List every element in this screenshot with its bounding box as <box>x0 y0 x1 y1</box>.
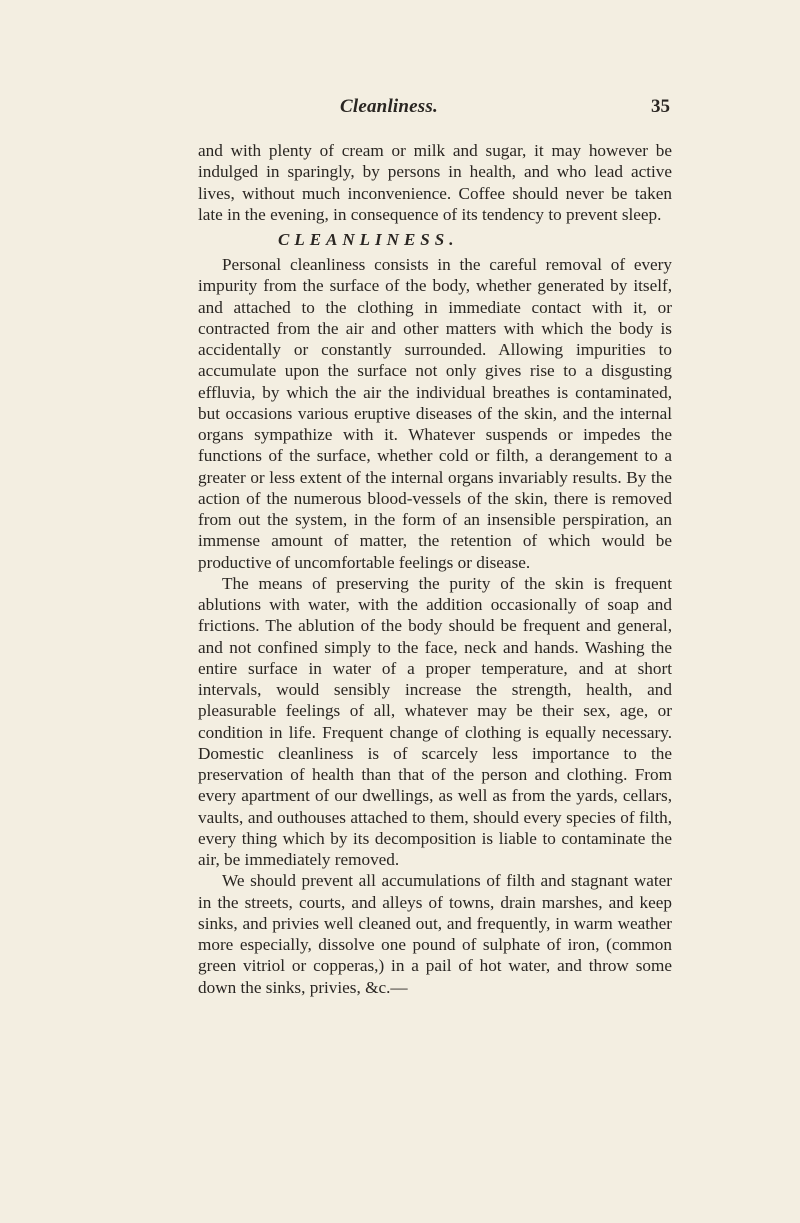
paragraph: Personal cleanliness consists in the careful removal of every impurity from the surface of the body, whether generated by itself, and attached to the clothing in immediate contact with it, or contracted from the air and other matters with which the body is accidentally or constantly surrounded. Allowing impurities to accumulate upon the surface not only gives rise to a disgusting effluvia, by which the air the individual breathes is contaminated, but occasions various eruptive diseases of the skin, and the internal organs sympathize with it. Whatever suspends or impedes the functions of the surface, whether cold or filth, a derangement to a greater or less extent of the internal organs invariably results. By the action of the numerous blood-vessels of the skin, there is removed from out the system, in the form of an insensible perspiration, an immense amount of matter, the retention of which would be productive of uncomfortable feelings or disease. <box>198 255 672 572</box>
running-head <box>200 96 670 122</box>
paragraph: The means of preserving the purity of the skin is frequent ablutions with water, with the addition occasionally of soap and frictions. The ablution of the body should be frequent and general, and not confined simply to the face, neck and hands. Washing the entire surface in water of a proper temperature, and at short intervals, would sensibly increase the strength, health, and pleasurable feelings of all, whatever may be their sex, age, or condition in life. Frequent change of clothing is equally necessary. Domestic cleanliness is of scarcely less importance to the preservation of health than that of the person and clothing. From every apartment of our dwellings, as well as from the yards, cellars, vaults, and outhouses attached to them, should every species of filth, every thing which by its decomposition is liable to contaminate the air, be immediately removed. <box>198 573 672 869</box>
running-head-title: Cleanliness. <box>340 96 438 117</box>
section-heading: CLEANLINESS. <box>278 230 459 249</box>
page-number: 35 <box>651 96 670 117</box>
paragraph: We should prevent all accumulations of filth and stagnant water in the streets, courts, and alleys of towns, drain marshes, and keep sinks, and privies well cleaned out, and frequently, in warm weather more especially, dissolve one pound of sulphate of iron, (common green vitriol or copperas,) in a pail of hot water, and throw some down the sinks, privies, &c.— <box>198 871 672 997</box>
body-text <box>198 140 672 998</box>
paragraph-continued: and with plenty of cream or milk and sugar, it may however be indulged in sparingly, by persons in health, and who lead active lives, without much inconvenience. Coffee should never be taken late in the evening, in consequence of its tendency to prevent sleep. <box>198 141 672 224</box>
